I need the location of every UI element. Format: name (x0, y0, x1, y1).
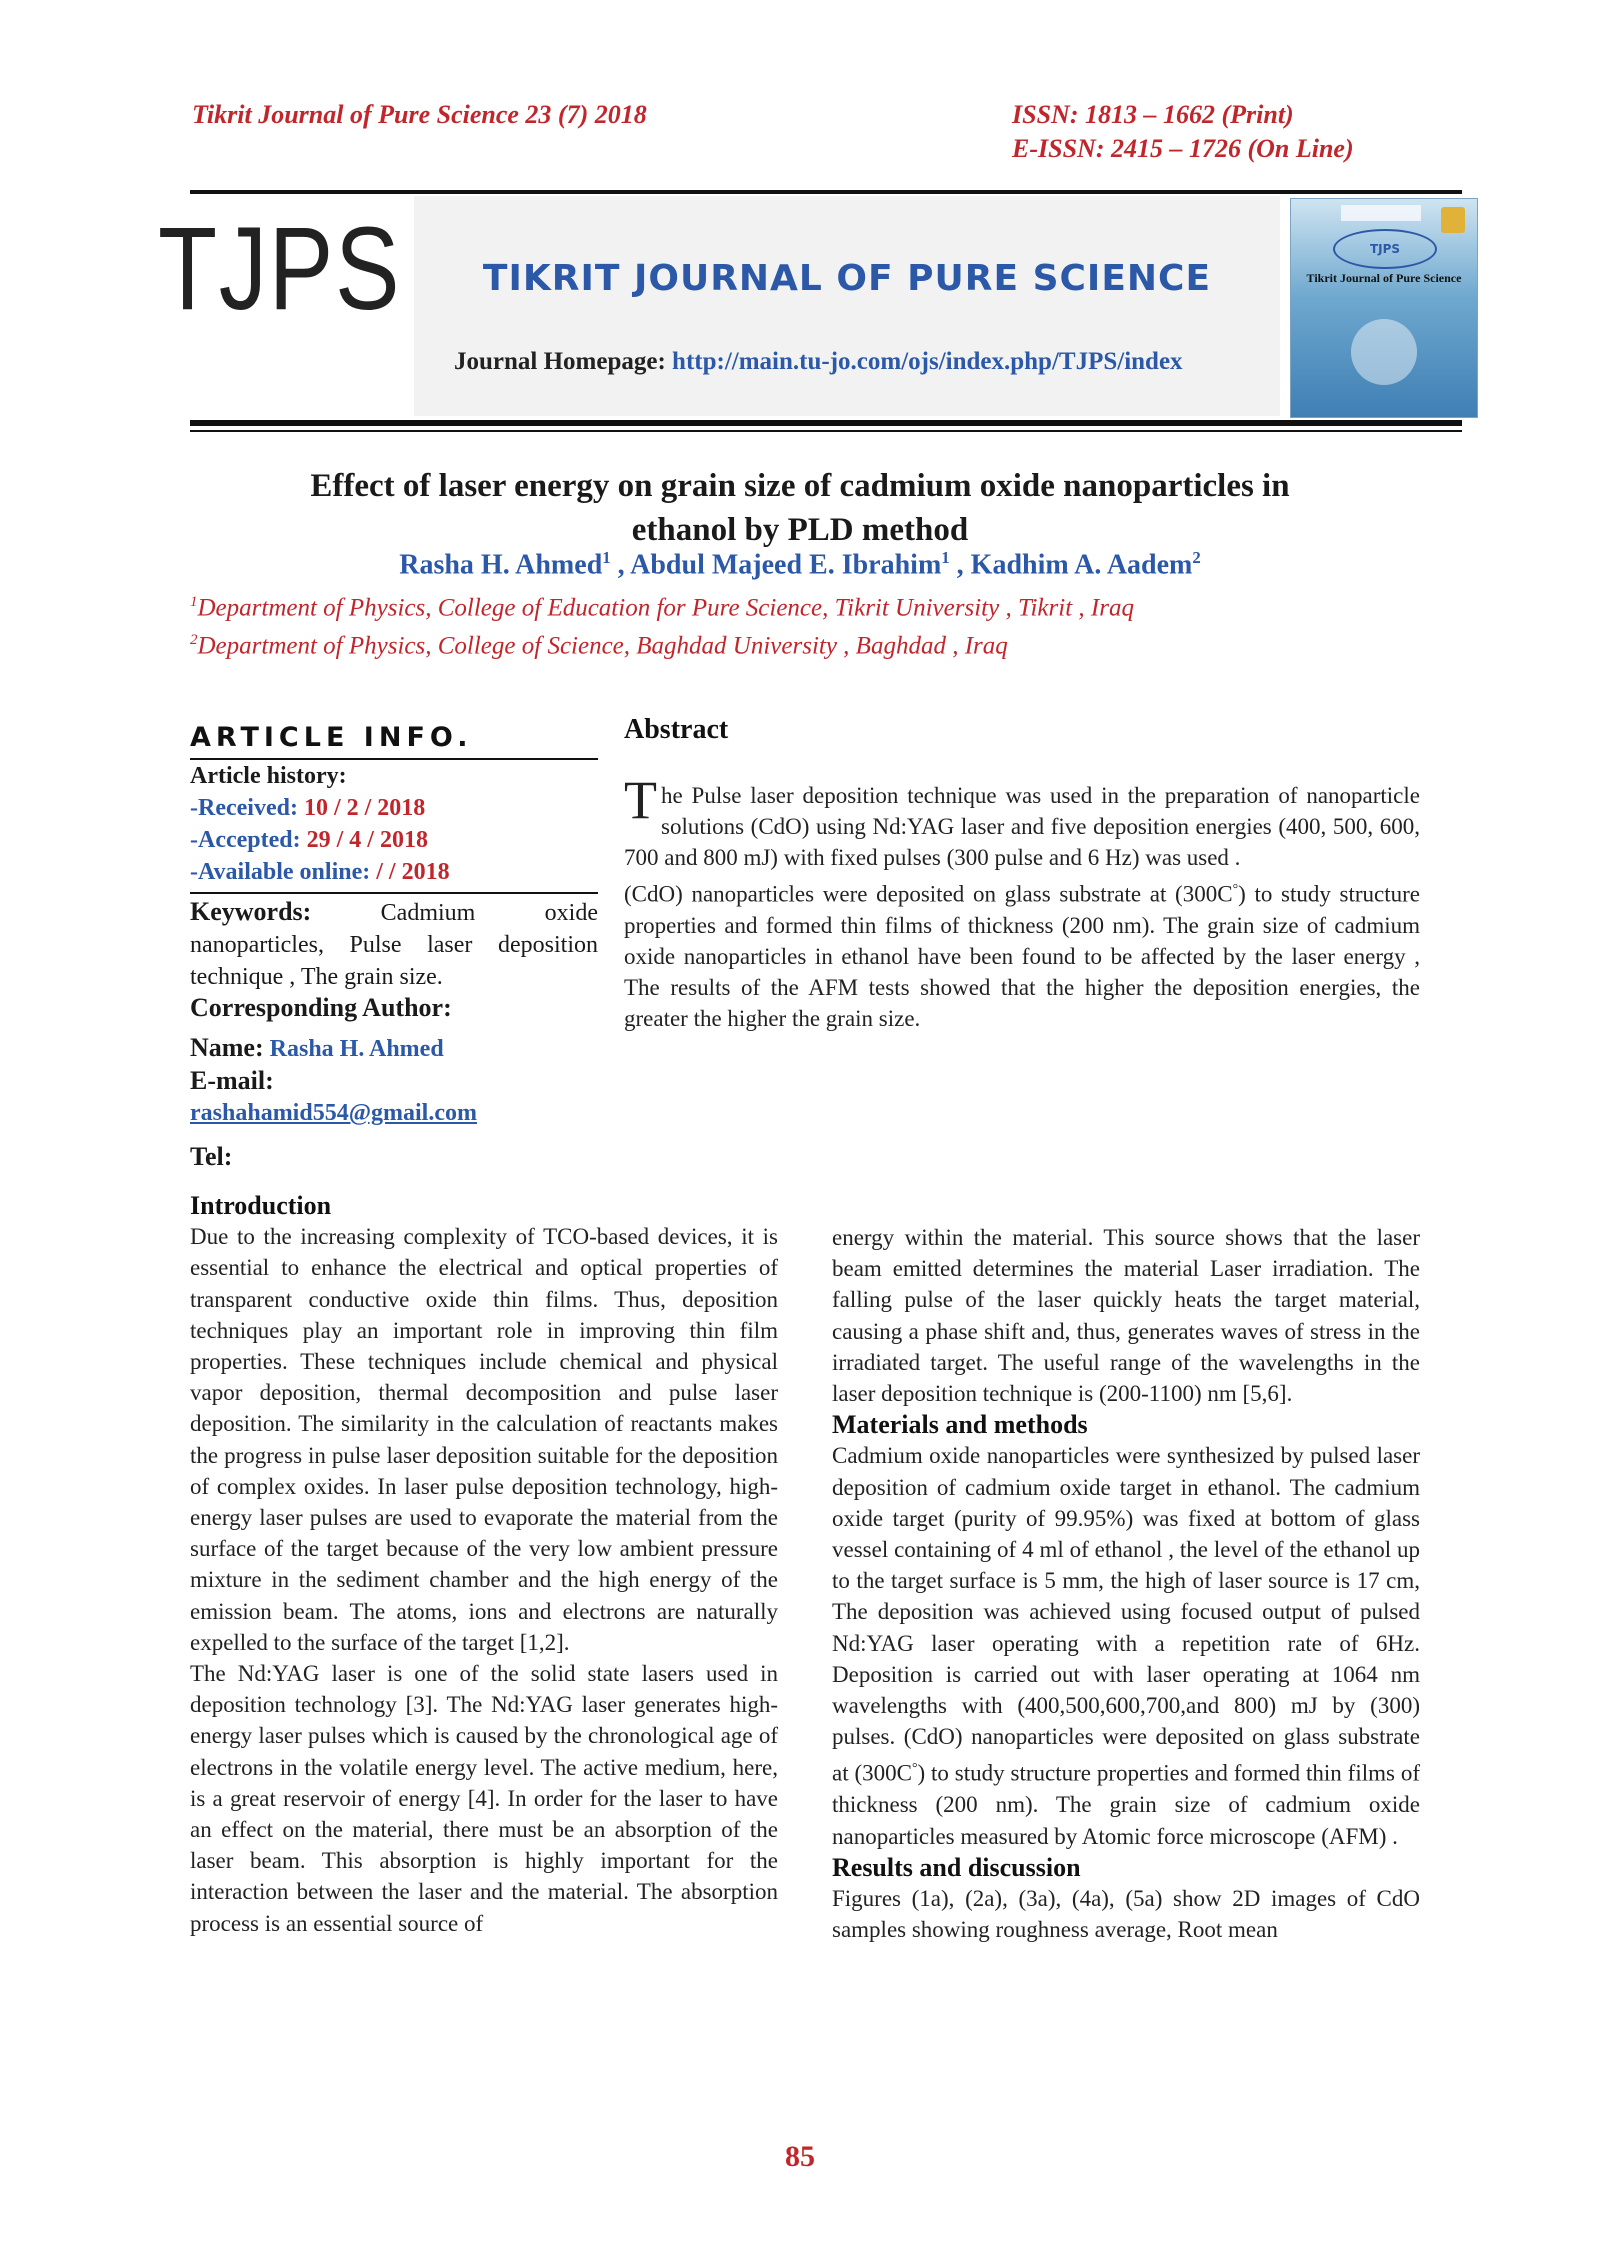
cover-footer-strip (1301, 389, 1467, 398)
tel-label: Tel: (190, 1142, 233, 1171)
corresponding-author-block (190, 992, 598, 1173)
author-list: Rasha H. Ahmed$^1$ , Abdul Majeed E. Ibrahim$^1$ , Kadhim A. Aadem$^2$ (399, 548, 1201, 581)
cover-header-strip (1341, 205, 1421, 221)
issn-online: E-ISSN: 2415 – 1726 (On Line) (1012, 134, 1354, 163)
history-label: Article history: (190, 763, 347, 789)
banner-top-rule (190, 190, 1462, 194)
keywords-label: Keywords: (190, 897, 312, 926)
journal-reference: Tikrit Journal of Pure Science 23 (7) 2018 (192, 100, 647, 129)
author-name: Rasha H. Ahmed (399, 549, 603, 581)
results-paragraph: Figures (1a), (2a), (3a), (4a), (5a) show 2D images of CdO samples showing roughness average, Root mean (832, 1885, 1420, 1943)
name-label: Name: (190, 1033, 264, 1062)
issn-print: ISSN: 1813 – 1662 (Print) (1012, 100, 1294, 129)
tjps-logo: TJPS (158, 203, 402, 335)
affiliation-2: $^2$Department of Physics, College of Science, Baghdad University , Baghdad , Iraq (190, 632, 1008, 660)
abstract-heading: Abstract (624, 714, 729, 745)
paper-title-line-1: Effect of laser energy on grain size of cadmium oxide nanoparticles in (310, 468, 1290, 504)
results-heading: Results and discussion (832, 1852, 1081, 1882)
affiliations (190, 586, 1134, 663)
article-info-heading: ARTICLE INFO. (190, 722, 473, 753)
introduction-heading: Introduction (190, 1191, 332, 1220)
accepted-label: -Accepted: (190, 827, 301, 853)
journal-banner (414, 196, 1280, 416)
homepage-label: Journal Homepage: (454, 348, 666, 375)
keywords-block (190, 896, 598, 993)
keywords-text: Cadmium oxide nanoparticles, Pulse laser deposition technique , The grain size. (190, 900, 598, 990)
cover-seal-icon (1351, 319, 1417, 385)
page-number: 85 (785, 2140, 815, 2173)
paper-title-line-2: ethanol by PLD method (631, 512, 969, 548)
journal-cover-thumbnail (1290, 198, 1478, 418)
article-history (190, 760, 598, 888)
author-name-value: Rasha H. Ahmed (269, 1036, 444, 1062)
banner-bottom-rule (190, 420, 1462, 426)
paper-title (200, 464, 1400, 552)
article-history-rule (190, 892, 598, 894)
author-affiliation-mark: 1 (602, 548, 611, 567)
intro-paragraph-2: The Nd:YAG laser is one of the solid state lasers used in deposition technology [3]. The Nd:YAG laser generates high-energy laser pulses which is caused by the chronological age of electrons in the volatile energy level. The active medium, here, is a great reservoir of energy [4]. In order for the laser to have an effect on the material, there must be an absorption of the laser beam. This absorption is highly important for the interaction between the laser and the material. The absorption process is an essential source of (190, 1661, 778, 1936)
author-name: Abdul Majeed E. Ibrahim (630, 549, 942, 581)
intro-paragraph-1: Due to the increasing complexity of TCO-based devices, it is essential to enhance the electrical and optical properties of transparent conductive oxide thin films. Thus, deposition techniques play an important role in improving thin film properties. These techniques include chemical and physical vapor deposition, thermal decomposition and pulse laser deposition. The similarity in the calculation of reactants makes the progress in pulse laser deposition suitable for the deposition of complex oxides. In laser pulse deposition technology, high-energy laser pulses are used to evaporate the material from the surface of the target because of the very low ambient pressure mixture in the sediment chamber and the high energy of the emission beam. The atoms, ions and electrons are naturally expelled to the surface of the target [1,2]. (190, 1224, 778, 1655)
journal-title: TIKRIT JOURNAL OF PURE SCIENCE (482, 258, 1212, 299)
author-name: Kadhim A. Aadem (970, 549, 1193, 581)
affiliation-1: $^1$Department of Physics, College of Education for Pure Science, Tikrit University , Tikrit , Iraq (190, 594, 1134, 622)
abstract-paragraph-1: The Pulse laser deposition technique was used in the preparation of nanoparticle solutions (CdO) using Nd:YAG laser and five deposition energies (400, 500, 600, 700 and 800 mJ) with fixed pulses (300 pulse and 6 Hz) was used . (624, 770, 1420, 870)
journal-homepage (454, 348, 1183, 376)
banner-bottom-rule-thin (190, 430, 1462, 432)
email-label: E-mail: (190, 1066, 274, 1095)
corresponding-author-label: Corresponding Author: (190, 993, 452, 1022)
homepage-link[interactable]: http://main.tu-jo.com/ojs/index.php/TJPS/index (672, 348, 1183, 375)
author-affiliation-mark: 2 (1192, 548, 1201, 567)
available-date: / / 2018 (376, 859, 450, 885)
abstract-paragraph-2: (CdO) nanoparticles were deposited on glass substrate at (300C°) to study structure properties and formed thin films of thickness (200 nm). The grain size of cadmium oxide nanoparticles in ethanol have been found to be affected by the laser energy , The results of the AFM tests showed that the higher the deposition energies, the greater the higher the grain size. (624, 881, 1421, 1031)
received-date: 10 / 2 / 2018 (303, 795, 426, 821)
email-link[interactable]: rashahamid554@gmail.com (190, 1100, 477, 1126)
methods-heading: Materials and methods (832, 1410, 1088, 1440)
cover-badge: TJPS (1333, 229, 1437, 269)
abstract-body (624, 770, 1421, 1034)
body-left-column (190, 1190, 778, 1939)
available-label: -Available online: (190, 859, 371, 885)
body-right-column (832, 1222, 1420, 1945)
accepted-date: 29 / 4 / 2018 (306, 827, 428, 853)
abstract-dropcap: T (624, 770, 657, 830)
cover-title: Tikrit Journal of Pure Science (1306, 271, 1462, 285)
received-label: -Received: (190, 795, 298, 821)
intro-continued-paragraph: energy within the material. This source shows that the laser beam emitted determines the material Laser irradiation. The falling pulse of the laser quickly heats the target material, causing a phase shift and, thus, generates waves of stress in the irradiated target. The useful range of the wavelengths in the laser deposition technique is (200-1100) nm [5,6]. (832, 1225, 1420, 1407)
cover-emblem-icon (1441, 207, 1465, 233)
author-affiliation-mark: 1 (941, 548, 950, 567)
methods-paragraph: Cadmium oxide nanoparticles were synthesized by pulsed laser deposition of cadmium oxide target in ethanol. The cadmium oxide target (purity of 99.95%) was fixed at bottom of glass vessel containing of 4 ml of ethanol , the level of the ethanol up to the target surface is 5 mm, the high of laser source is 17 cm, The deposition was achieved using focused output of pulsed Nd:YAG laser operating with a repetition rate of 6Hz. Deposition is carried out with laser operating at 1064 nm wavelengths with (400,500,600,700,and 800) mJ by (300) pulses. (CdO) nanoparticles were deposited on glass substrate at (300C°) to study structure properties and formed thin films of thickness (200 nm). The grain size of cadmium oxide nanoparticles measured by Atomic force microscope (AFM) . (832, 1443, 1420, 1849)
